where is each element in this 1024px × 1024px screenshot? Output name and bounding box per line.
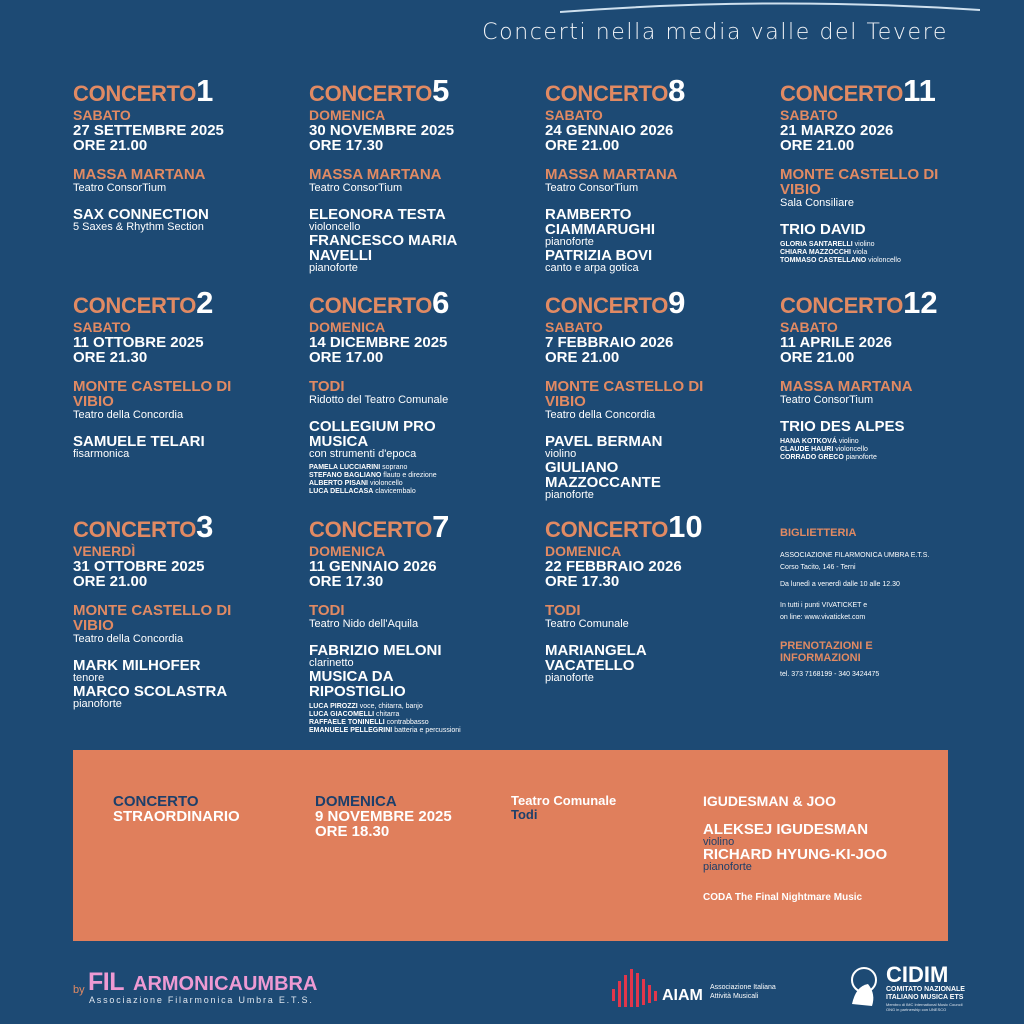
logo-subtitle: Associazione Filarmonica Umbra E.T.S. bbox=[89, 995, 314, 1005]
special-performer-1: ALEKSEJ IGUDESMAN bbox=[703, 821, 869, 838]
concert-day: DOMENICA bbox=[545, 543, 622, 559]
performers bbox=[780, 419, 1010, 462]
concert-place: MONTE CASTELLO DI VIBIO bbox=[545, 378, 704, 410]
concert-date: 7 FEBBRAIO 2026 bbox=[545, 334, 674, 351]
concert-day: SABATO bbox=[73, 107, 131, 123]
concert-word: CONCERTO bbox=[545, 517, 669, 542]
concert-venue: Teatro della Concordia bbox=[73, 409, 184, 421]
concert-title bbox=[780, 287, 1010, 318]
tickets-points: In tutti i punti VIVATICKET e bbox=[780, 602, 868, 609]
concert-9 bbox=[545, 287, 775, 501]
ensemble-members bbox=[309, 703, 539, 735]
concert-7 bbox=[309, 511, 539, 735]
concert-word: CONCERTO bbox=[545, 293, 669, 318]
concert-number: 8 bbox=[668, 73, 686, 108]
concert-venue: Teatro ConsorTium bbox=[309, 182, 403, 194]
performer-instrument: pianoforte bbox=[545, 672, 594, 684]
special-place: Todi bbox=[511, 807, 538, 822]
tickets-address: Corso Tacito, 146 - Terni bbox=[780, 564, 856, 571]
performer-instrument: pianoforte bbox=[73, 698, 122, 710]
concert-time: ORE 21.00 bbox=[73, 573, 148, 590]
concert-place: MONTE CASTELLO DI VIBIO bbox=[73, 378, 232, 410]
concert-place: TODI bbox=[309, 378, 345, 395]
ensemble-members bbox=[780, 438, 1010, 462]
concert-11 bbox=[780, 75, 1010, 265]
special-venue: Teatro Comunale bbox=[511, 793, 617, 808]
concert-venue: Ridotto del Teatro Comunale bbox=[309, 394, 449, 406]
ensemble-member: RAFFAELE TONINELLI contrabbasso bbox=[309, 719, 429, 726]
concert-venue: Teatro ConsorTium bbox=[73, 182, 167, 194]
performer-name: SAMUELE TELARI bbox=[73, 433, 205, 450]
concert-word: CONCERTO bbox=[780, 81, 904, 106]
performer-instrument: pianoforte bbox=[545, 236, 594, 248]
concert-date: 21 MARZO 2026 bbox=[780, 122, 894, 139]
performers bbox=[309, 419, 539, 496]
performer-name: MARCO SCOLASTRA bbox=[73, 683, 228, 700]
performer-instrument: canto e arpa gotica bbox=[545, 262, 639, 274]
performer-instrument: pianoforte bbox=[545, 489, 594, 501]
special-instrument-2: pianoforte bbox=[703, 861, 752, 873]
concert-title bbox=[545, 287, 775, 318]
concert-number: 10 bbox=[668, 509, 703, 544]
performers bbox=[545, 643, 775, 684]
concert-place: MASSA MARTANA bbox=[780, 378, 913, 395]
performer-instrument: tenore bbox=[73, 672, 105, 684]
concert-date: 14 DICEMBRE 2025 bbox=[309, 334, 448, 351]
concert-number: 7 bbox=[432, 509, 450, 544]
concert-word: CONCERTO bbox=[73, 81, 197, 106]
concert-10 bbox=[545, 511, 775, 684]
tickets-hours: Da lunedì a venerdì dalle 10 alle 12.30 bbox=[780, 581, 900, 588]
cidim-logo bbox=[846, 962, 976, 1012]
concert-venue: Teatro Nido dell'Aquila bbox=[309, 618, 419, 630]
concert-number: 6 bbox=[432, 285, 450, 320]
tickets-online: on line: www.vivaticket.com bbox=[780, 614, 866, 621]
performer-name: SAX CONNECTION bbox=[73, 206, 209, 223]
concert-title bbox=[73, 511, 303, 542]
concert-word: CONCERTO bbox=[73, 293, 197, 318]
concert-number: 1 bbox=[196, 73, 214, 108]
performer-name: GIULIANO MAZZOCCANTE bbox=[545, 459, 661, 491]
concert-8 bbox=[545, 75, 775, 274]
concert-title bbox=[309, 287, 539, 318]
concert-date: 22 FEBBRAIO 2026 bbox=[545, 558, 682, 575]
cidim-sub-2: ITALIANO MUSICA ETS bbox=[886, 994, 964, 1001]
aiam-bars-icon bbox=[612, 965, 660, 1009]
performers bbox=[309, 643, 539, 735]
aiam-sub-1: Associazione Italiana bbox=[710, 984, 776, 991]
concert-6 bbox=[309, 287, 539, 496]
ensemble-member: CLAUDE HAURI violoncello bbox=[780, 446, 868, 453]
concert-day: SABATO bbox=[73, 319, 131, 335]
concert-number: 9 bbox=[668, 285, 686, 320]
concert-venue: Teatro Comunale bbox=[545, 618, 629, 630]
special-instrument-1: violino bbox=[703, 836, 735, 848]
logo-by: by bbox=[73, 984, 85, 996]
concert-3 bbox=[73, 511, 303, 710]
special-title-1: CONCERTO bbox=[113, 793, 199, 810]
ensemble-member: GLORIA SANTARELLI violino bbox=[780, 241, 875, 248]
performer-instrument: 5 Saxes & Rhythm Section bbox=[73, 221, 204, 233]
special-day: DOMENICA bbox=[315, 793, 397, 810]
concert-number: 3 bbox=[196, 509, 214, 544]
performer-instrument: violino bbox=[545, 448, 577, 460]
concert-number: 11 bbox=[903, 73, 936, 108]
special-group: IGUDESMAN & JOO bbox=[703, 793, 837, 809]
concert-word: CONCERTO bbox=[545, 81, 669, 106]
concert-time: ORE 21.00 bbox=[545, 349, 620, 366]
performer-instrument: clarinetto bbox=[309, 657, 354, 669]
tagline: Concerti nella media valle del Tevere bbox=[482, 20, 948, 45]
ticket-info bbox=[780, 527, 980, 679]
concert-date: 11 GENNAIO 2026 bbox=[309, 558, 437, 575]
performer-name: FRANCESCO MARIA NAVELLI bbox=[309, 232, 457, 264]
concert-day: SABATO bbox=[545, 319, 603, 335]
aiam-sub-2: Attività Musicali bbox=[710, 993, 759, 1000]
special-program: CODA The Final Nightmare Music bbox=[703, 892, 863, 903]
concert-date: 11 OTTOBRE 2025 bbox=[73, 334, 204, 351]
concert-date: 30 NOVEMBRE 2025 bbox=[309, 122, 455, 139]
concert-venue: Teatro ConsorTium bbox=[780, 394, 874, 406]
concert-time: ORE 17.30 bbox=[545, 573, 620, 590]
top-wave-decoration bbox=[560, 0, 980, 14]
ensemble-member: ALBERTO PISANI violoncello bbox=[309, 480, 403, 487]
ensemble-member: TOMMASO CASTELLANO violoncello bbox=[780, 257, 901, 264]
cidim-sub-1: COMITATO NAZIONALE bbox=[886, 986, 965, 993]
concert-time: ORE 17.30 bbox=[309, 137, 384, 154]
performer-name: RAMBERTO CIAMMARUGHI bbox=[545, 206, 655, 238]
performer-name: COLLEGIUM PRO MUSICA bbox=[309, 418, 436, 450]
ensemble-member: LUCA GIACOMELLI chitarra bbox=[309, 711, 400, 718]
concert-title bbox=[309, 511, 539, 542]
performer-instrument: violoncello bbox=[309, 221, 361, 233]
filarmonica-logo bbox=[73, 968, 393, 1008]
performers bbox=[73, 207, 303, 233]
booking-phone: tel. 373 7168199 - 340 3424475 bbox=[780, 671, 880, 678]
ensemble-member: HANA KOTKOVÁ violino bbox=[780, 438, 859, 445]
performer-name: TRIO DAVID bbox=[780, 221, 866, 238]
concert-time: ORE 21.00 bbox=[780, 137, 855, 154]
concert-date: 11 APRILE 2026 bbox=[780, 334, 893, 351]
concert-time: ORE 21.00 bbox=[73, 137, 148, 154]
concert-venue: Teatro della Concordia bbox=[73, 633, 184, 645]
concert-title bbox=[73, 75, 303, 106]
concert-number: 5 bbox=[432, 73, 450, 108]
concert-time: ORE 21.00 bbox=[545, 137, 620, 154]
performer-name: TRIO DES ALPES bbox=[780, 418, 905, 435]
performer-name: MARK MILHOFER bbox=[73, 657, 201, 674]
performers bbox=[309, 207, 539, 274]
performer-name: PATRIZIA BOVI bbox=[545, 247, 653, 264]
concert-2 bbox=[73, 287, 303, 460]
concert-1 bbox=[73, 75, 303, 233]
concert-title bbox=[73, 287, 303, 318]
concert-number: 12 bbox=[903, 285, 938, 320]
concert-place: MASSA MARTANA bbox=[309, 166, 442, 183]
concert-day: SABATO bbox=[545, 107, 603, 123]
aiam-logo bbox=[612, 963, 792, 1013]
aiam-name: AIAM bbox=[662, 987, 703, 1004]
cidim-emblem-icon bbox=[846, 964, 882, 1008]
concert-time: ORE 21.00 bbox=[780, 349, 855, 366]
concert-date: 24 GENNAIO 2026 bbox=[545, 122, 674, 139]
concert-word: CONCERTO bbox=[780, 293, 904, 318]
tickets-heading: BIGLIETTERIA bbox=[780, 527, 857, 539]
cidim-name: CIDIM bbox=[886, 962, 949, 987]
concert-place: MASSA MARTANA bbox=[73, 166, 206, 183]
concert-title bbox=[545, 511, 775, 542]
concert-title bbox=[780, 75, 1010, 106]
special-concert-box bbox=[73, 750, 948, 941]
concert-word: CONCERTO bbox=[309, 517, 433, 542]
ensemble-members bbox=[780, 241, 1010, 265]
concert-time: ORE 21.30 bbox=[73, 349, 148, 366]
concert-venue: Teatro della Concordia bbox=[545, 409, 656, 421]
concert-title bbox=[545, 75, 775, 106]
ensemble-member: CHIARA MAZZOCCHI viola bbox=[780, 249, 868, 256]
concert-place: TODI bbox=[545, 602, 581, 619]
concert-12 bbox=[780, 287, 1010, 462]
concert-day: VENERDÌ bbox=[73, 543, 136, 559]
performers bbox=[545, 434, 775, 501]
concert-place: MONTE CASTELLO DI VIBIO bbox=[780, 166, 939, 198]
performer-name: MUSICA DA RIPOSTIGLIO bbox=[309, 668, 406, 700]
performer-name: MARIANGELA VACATELLO bbox=[545, 642, 647, 674]
concert-place: MASSA MARTANA bbox=[545, 166, 678, 183]
special-time: ORE 18.30 bbox=[315, 823, 390, 840]
cidim-sub-4: ONG in partnership con UNESCO bbox=[886, 1007, 947, 1012]
special-performer-2: RICHARD HYUNG-KI-JOO bbox=[703, 846, 888, 863]
logo-fil: FIL bbox=[88, 968, 124, 996]
ensemble-member: PAMELA LUCCIARINI soprano bbox=[309, 464, 408, 471]
performer-name: ELEONORA TESTA bbox=[309, 206, 446, 223]
concert-venue: Sala Consiliare bbox=[780, 197, 854, 209]
cidim-sub-3: Membro di IMC International Music Council bbox=[886, 1002, 963, 1007]
ensemble-member: CORRADO GRECO pianoforte bbox=[780, 454, 877, 461]
concert-day: DOMENICA bbox=[309, 543, 386, 559]
special-date: 9 NOVEMBRE 2025 bbox=[315, 808, 452, 825]
ensemble-member: LUCA DELLACASA clavicembalo bbox=[309, 488, 416, 495]
performer-name: FABRIZIO MELONI bbox=[309, 642, 442, 659]
concert-place: TODI bbox=[309, 602, 345, 619]
concert-word: CONCERTO bbox=[309, 81, 433, 106]
concert-day: SABATO bbox=[780, 107, 838, 123]
concert-title bbox=[309, 75, 539, 106]
concert-word: CONCERTO bbox=[73, 517, 197, 542]
ensemble-member: STEFANO BAGLIANO flauto e direzione bbox=[309, 472, 437, 479]
concert-place: MONTE CASTELLO DI VIBIO bbox=[73, 602, 232, 634]
ensemble-member: LUCA PIROZZI voce, chitarra, banjo bbox=[309, 703, 423, 710]
concert-day: DOMENICA bbox=[309, 107, 386, 123]
performer-instrument: pianoforte bbox=[309, 262, 358, 274]
performer-instrument: fisarmonica bbox=[73, 448, 130, 460]
logo-rest: ARMONICAUMBRA bbox=[133, 973, 318, 995]
performers bbox=[73, 434, 303, 460]
concert-date: 27 SETTEMBRE 2025 bbox=[73, 122, 224, 139]
concert-day: DOMENICA bbox=[309, 319, 386, 335]
tickets-org: ASSOCIAZIONE FILARMONICA UMBRA E.T.S. bbox=[780, 552, 930, 559]
concert-number: 2 bbox=[196, 285, 214, 320]
performers bbox=[73, 658, 303, 710]
concert-5 bbox=[309, 75, 539, 274]
ensemble-member: EMANUELE PELLEGRINI batteria e percussioni bbox=[309, 727, 461, 734]
concert-word: CONCERTO bbox=[309, 293, 433, 318]
concert-time: ORE 17.00 bbox=[309, 349, 384, 366]
performer-instrument: con strumenti d'epoca bbox=[309, 448, 417, 460]
concert-day: SABATO bbox=[780, 319, 838, 335]
special-title-2: STRAORDINARIO bbox=[113, 808, 240, 825]
concert-venue: Teatro ConsorTium bbox=[545, 182, 639, 194]
performers bbox=[545, 207, 775, 274]
booking-heading: PRENOTAZIONI E INFORMAZIONI bbox=[780, 640, 873, 664]
performer-name: PAVEL BERMAN bbox=[545, 433, 663, 450]
concert-time: ORE 17.30 bbox=[309, 573, 384, 590]
ensemble-members bbox=[309, 464, 539, 496]
concert-date: 31 OTTOBRE 2025 bbox=[73, 558, 205, 575]
performers bbox=[780, 222, 1010, 265]
